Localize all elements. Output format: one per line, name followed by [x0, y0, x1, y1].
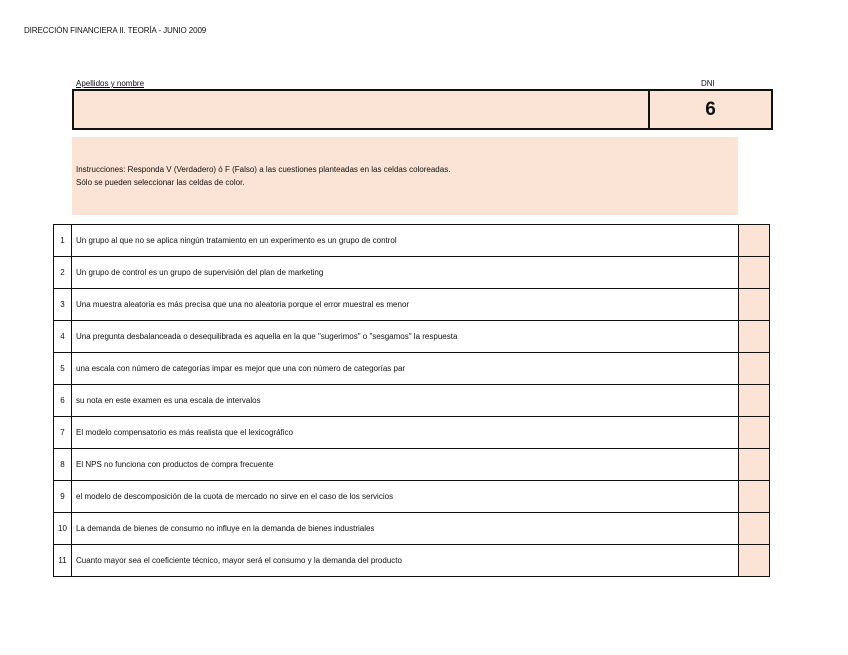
- question-text: el modelo de descomposición de la cuota de mercado no sirve en el caso de los servicios: [72, 481, 739, 513]
- instructions-box: [72, 137, 738, 215]
- question-text: su nota en este examen es una escala de intervalos: [72, 385, 739, 417]
- answer-cell[interactable]: [739, 481, 770, 513]
- question-number: 3: [54, 289, 72, 321]
- question-text: Una pregunta desbalanceada o desequilibrada es aquella en la que "sugerimos" o "sesgamos" la respuesta: [72, 321, 739, 353]
- question-number: 1: [54, 225, 72, 257]
- question-row: [54, 545, 770, 577]
- instructions-line-1: Instrucciones: Responda V (Verdadero) ó F (Falso) a las cuestiones planteadas en las celdas coloreadas.: [76, 165, 451, 174]
- question-text: Un grupo al que no se aplica ningún tratamiento en un experimento es un grupo de control: [72, 225, 739, 257]
- question-text: Una muestra aleatoria es más precisa que una no aleatoria porque el error muestral es menor: [72, 289, 739, 321]
- question-text: El modelo compensatorio es más realista que el lexicográfico: [72, 417, 739, 449]
- question-text: Cuanto mayor sea el coeficiente técnico, mayor será el consumo y la demanda del producto: [72, 545, 739, 577]
- question-number: 10: [54, 513, 72, 545]
- answer-cell[interactable]: [739, 385, 770, 417]
- question-row: [54, 289, 770, 321]
- answer-cell[interactable]: [739, 545, 770, 577]
- question-row: [54, 257, 770, 289]
- name-label: Apellidos y nombre: [76, 79, 145, 88]
- question-number: 2: [54, 257, 72, 289]
- questions-table: [53, 224, 770, 577]
- question-row: [54, 513, 770, 545]
- question-number: 8: [54, 449, 72, 481]
- document-title: DIRECCIÓN FINANCIERA II. TEORÍA - JUNIO 2009: [24, 26, 207, 35]
- question-row: [54, 353, 770, 385]
- question-text: El NPS no funciona con productos de compra frecuente: [72, 449, 739, 481]
- instructions-line-2: Sólo se pueden seleccionar las celdas de color.: [76, 177, 245, 187]
- question-number: 11: [54, 545, 72, 577]
- question-row: [54, 321, 770, 353]
- answer-cell[interactable]: [739, 353, 770, 385]
- question-row: [54, 417, 770, 449]
- answer-cell[interactable]: [739, 449, 770, 481]
- answer-cell[interactable]: [739, 321, 770, 353]
- question-number: 5: [54, 353, 72, 385]
- question-number: 7: [54, 417, 72, 449]
- dni-input-cell[interactable]: 6: [705, 98, 716, 120]
- answer-cell[interactable]: [739, 225, 770, 257]
- name-input-cell[interactable]: [74, 91, 650, 128]
- question-text: Un grupo de control es un grupo de supervisión del plan de marketing: [72, 257, 739, 289]
- student-id-box: [72, 89, 773, 130]
- answer-cell[interactable]: [739, 513, 770, 545]
- answer-cell[interactable]: [739, 289, 770, 321]
- question-number: 4: [54, 321, 72, 353]
- dni-label: DNI: [701, 79, 715, 88]
- question-row: [54, 385, 770, 417]
- question-text: una escala con número de categorías impar es mejor que una con número de categorías par: [72, 353, 739, 385]
- question-number: 9: [54, 481, 72, 513]
- question-row: [54, 225, 770, 257]
- answer-cell[interactable]: [739, 417, 770, 449]
- answer-cell[interactable]: [739, 257, 770, 289]
- question-row: [54, 449, 770, 481]
- question-number: 6: [54, 385, 72, 417]
- question-text: La demanda de bienes de consumo no influye en la demanda de bienes industriales: [72, 513, 739, 545]
- question-row: [54, 481, 770, 513]
